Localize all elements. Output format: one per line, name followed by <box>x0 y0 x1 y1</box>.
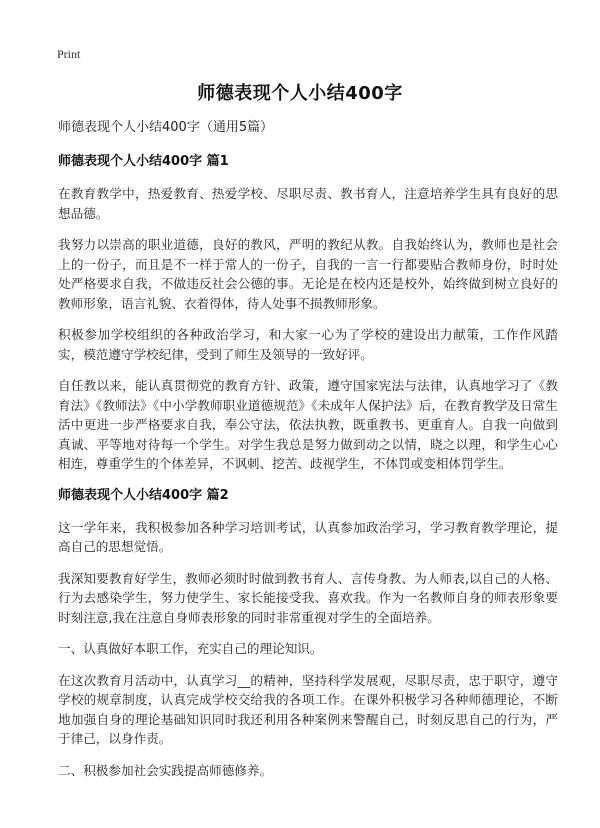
section-2 <box>58 486 558 781</box>
section-heading: 师德表现个人小结400字 篇1 <box>58 154 229 169</box>
section-1 <box>58 152 558 474</box>
paragraph: 二、积极参加社会实践提高师德修养。 <box>58 762 273 778</box>
document-subtitle: 师德表现个人小结400字（通用5篇） <box>58 120 274 135</box>
paragraph: 这一学年来，我积极参加各种学习培训考试，认真参加政治学习，学习教育教学理论，提高自己的思想觉悟。 <box>58 519 558 554</box>
paragraph: 在教育教学中，热爱教育、热爱学校、尽职尽责、教书育人，注意培养学生具有良好的思想品德。 <box>58 186 558 221</box>
paragraph: 在这次教育月活动中，认真学习__的精神，坚持科学发展观，尽职尽责，忠于职守，遵守学校的规章制度，认真完成学校交给我的各项工作。在课外积极学习各种师德理论，不断地加强自身的理论基础知识同时我还利用各种案例来警醒自己，时刻反思自己的行为，严于律己，以身作责。 <box>58 672 558 746</box>
paragraph: 积极参加学校组织的各种政治学习，和大家一心为了学校的建设出力献策，工作作风踏实，模范遵守学校纪律，受到了师生及领导的一致好评。 <box>58 327 558 362</box>
section-heading: 师德表现个人小结400字 篇2 <box>58 487 229 503</box>
paragraph: 一、认真做好本职工作，充实自己的理论知识。 <box>58 641 323 656</box>
print-label: Print <box>57 47 81 61</box>
paragraph: 我努力以崇高的职业道德，良好的教风，严明的教纪从教。自我始终认为，教师也是社会上的一份子，而且是不一样于常人的一份子，自我的一言一行都要贴合教师身份，时时处处严格要求自我，不做违反社会公德的事。无论是在校内还是校外，始终做到树立良好的教师形象，语言礼貌、衣着得体，待人处事不损教师形象。 <box>58 237 558 311</box>
paragraph: 我深知要教育好学生，教师必须时时做到教书育人、言传身教、为人师表,以自己的人格、行为去感染学生，努力使学生、家长能接受我、喜欢我。作为一名教师自身的师表形象要时刻注意,我在注意自身师表形象的同时非常重视对学生的全面培养。 <box>58 570 558 625</box>
paragraph: 自任教以来，能认真贯彻党的教育方针、政策，遵守国家宪法与法律，认真地学习了《教育法》《教师法》《中小学教师职业道德规范》《未成年人保护法》后，在教育教学及日常生活中更进一步严格要求自我，奉公守法，依法执教，既重教书、更重育人。自我一向做到真诚、平等地对待每一个学生。对学生我总是努力做到动之以情，晓之以理，和学生心心相连，尊重学生的个体差异，不讽刺、挖苦、歧视学生，不体罚或变相体罚学生。 <box>58 378 558 471</box>
document-title: 师德表现个人小结400字 <box>197 83 403 104</box>
document-body <box>58 118 558 792</box>
